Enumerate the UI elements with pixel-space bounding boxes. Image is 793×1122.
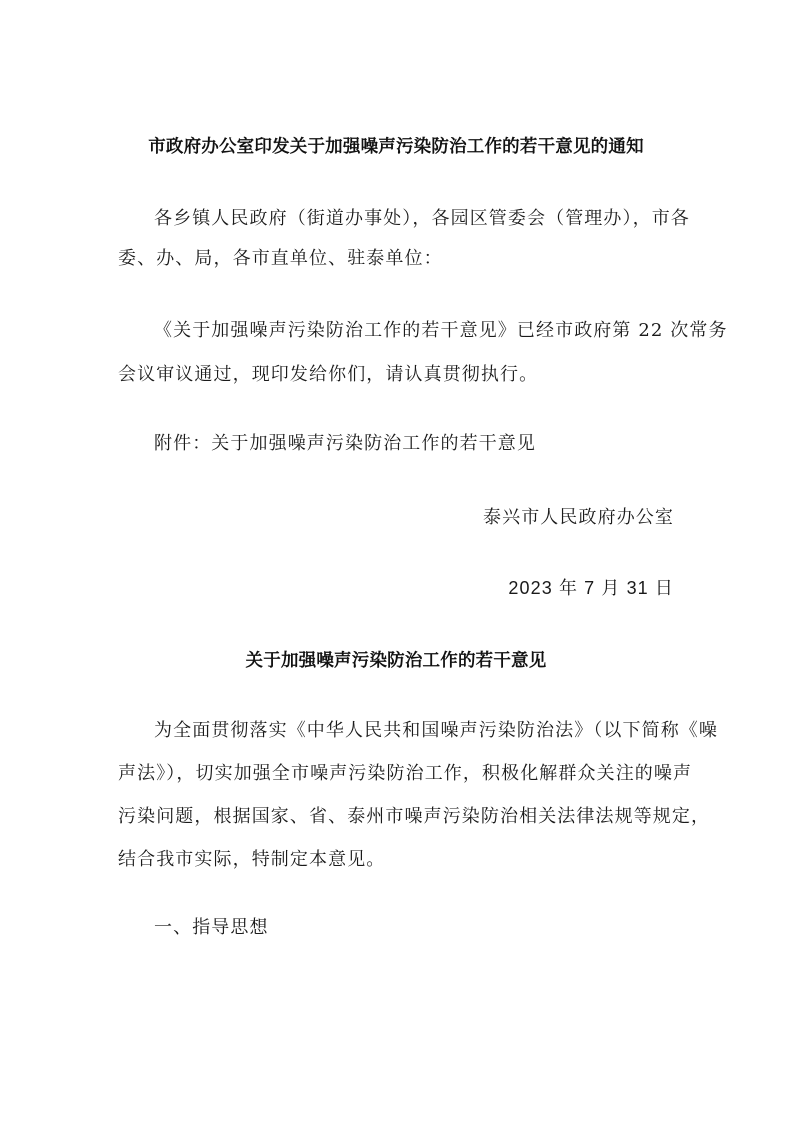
issue-date: 2023 年 7 月 31 日	[508, 578, 674, 598]
intro-line-4: 结合我市实际，特制定本意见。	[118, 849, 386, 870]
notice-title: 市政府办公室印发关于加强噪声污染防治工作的若干意见的通知	[148, 137, 644, 157]
opinions-title: 关于加强噪声污染防治工作的若干意见	[245, 651, 547, 671]
section-heading-guiding-ideology: 一、指导思想	[154, 917, 269, 938]
notice-body-line-2: 会议审议通过，现印发给你们，请认真贯彻执行。	[118, 364, 539, 385]
intro-line-2: 声法》），切实加强全市噪声污染防治工作，积极化解群众关注的噪声	[118, 763, 693, 784]
intro-line-3: 污染问题，根据国家、省、泰州市噪声污染防治相关法律法规等规定，	[118, 806, 711, 827]
issuer-name: 泰兴市人民政府办公室	[483, 507, 674, 528]
attachment-line: 附件：关于加强噪声污染防治工作的若干意见	[154, 433, 536, 454]
intro-line-1: 为全面贯彻落实《中华人民共和国噪声污染防治法》（以下简称《噪	[154, 720, 718, 741]
addressee-line-2: 委、办、局，各市直单位、驻泰单位：	[118, 248, 443, 269]
notice-body-line-1: 《关于加强噪声污染防治工作的若干意见》已经市政府第 22 次常务	[154, 320, 728, 341]
addressee-line-1: 各乡镇人民政府（街道办事处），各园区管委会（管理办），市各	[154, 208, 690, 229]
